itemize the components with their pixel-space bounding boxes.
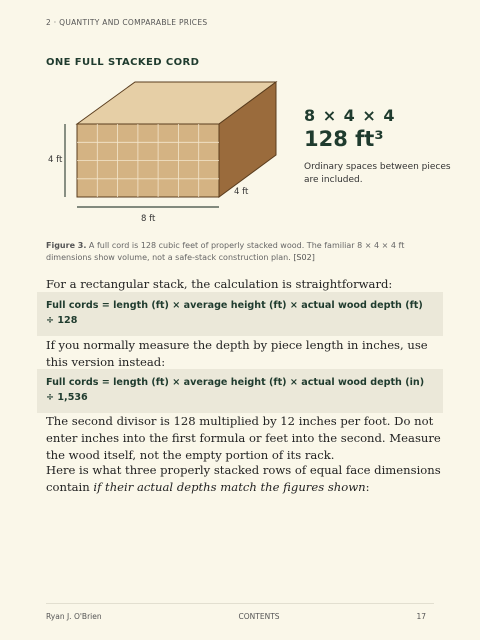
length-label: 8 ft — [141, 214, 156, 224]
formula-inches: Full cords = length (ft) × average height (ft) × actual wood depth (in) ÷ 1,536 — [37, 369, 443, 413]
page-number: 17 — [416, 612, 426, 621]
rows-paragraph — [46, 462, 442, 496]
callout-volume: 128 ft³ — [304, 127, 384, 151]
intro-paragraph: For a rectangular stack, the calculation is straightforward: — [46, 277, 393, 291]
footer-author: Ryan J. O'Brien — [46, 612, 102, 621]
footer-contents-link[interactable]: CONTENTS — [238, 612, 280, 621]
rows-text: Here is what three properly stacked rows of equal face dimensions contain — [46, 463, 441, 494]
callout-dimensions: 8 × 4 × 4 — [304, 106, 396, 125]
rows-colon: : — [365, 479, 370, 494]
section-title: ONE FULL STACKED CORD — [46, 57, 200, 68]
inches-paragraph: If you normally measure the depth by piece length in inches, use this version instead: — [46, 338, 428, 369]
figure-caption — [46, 240, 438, 264]
running-head: 2 · QUANTITY AND COMPARABLE PRICES — [46, 18, 208, 27]
divisor-paragraph: The second divisor is 128 multiplied by 12 inches per foot. Do not enter inches into the first formula or feet into the second. Measure the wood itself, not the empty portion of its rack. — [46, 414, 441, 462]
rows-emphasis: if their actual depths match the figures shown — [93, 479, 366, 494]
depth-label: 4 ft — [234, 187, 249, 197]
caption-text: A full cord is 128 cubic feet of properly stacked wood. The familiar 8 × 4 × 4 ft dimensions show volume, not a safe-stack construction plan. — [46, 241, 405, 262]
volume-callout — [304, 106, 454, 186]
height-label: 4 ft — [48, 155, 63, 165]
formula-feet: Full cords = length (ft) × average height (ft) × actual wood depth (ft) ÷ 128 — [37, 292, 443, 336]
caption-reference: [S02] — [293, 253, 315, 262]
caption-label: Figure 3. — [46, 241, 87, 250]
callout-note: Ordinary spaces between pieces are included. — [304, 162, 451, 185]
page-footer — [46, 603, 434, 621]
